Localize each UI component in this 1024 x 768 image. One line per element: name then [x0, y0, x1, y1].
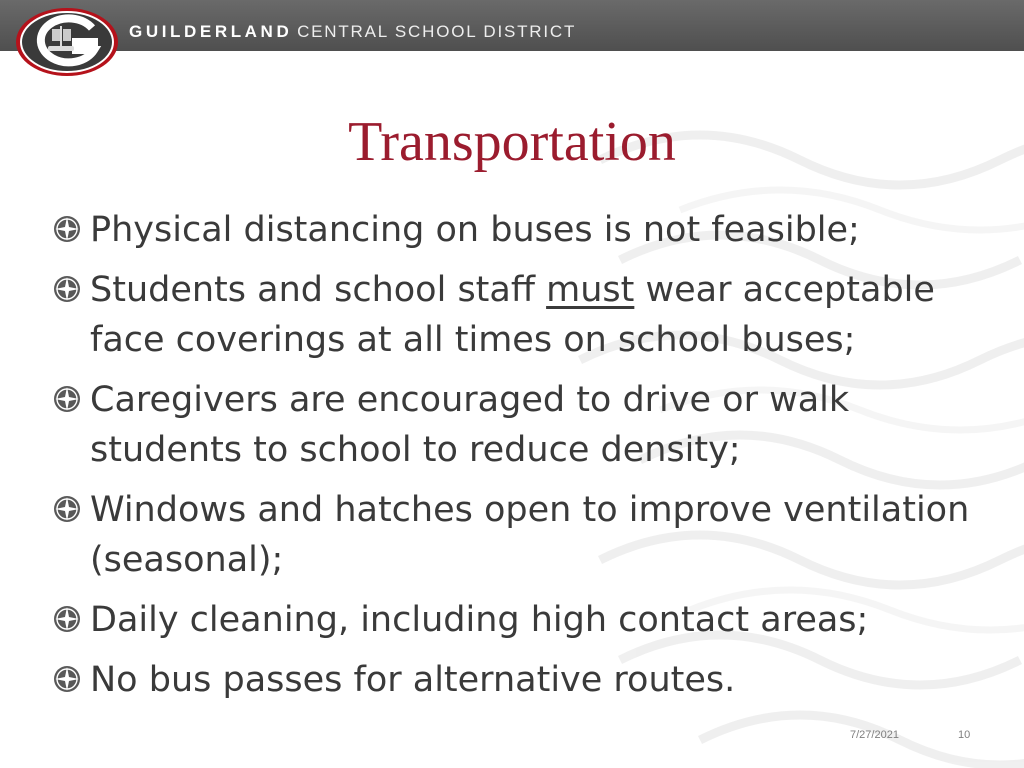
bullet-item [52, 205, 992, 255]
bullet-item [52, 265, 992, 365]
compass-bullet-icon [52, 214, 82, 244]
district-logo-icon [14, 6, 120, 78]
bullet-text: Windows and hatches open to improve ventilation (seasonal); [90, 490, 970, 580]
district-name-bold: GUILDERLAND [129, 22, 293, 41]
slide-date: 7/27/2021 [850, 729, 899, 741]
district-name [129, 22, 576, 46]
bullet-text-before: Students and school staff [90, 270, 547, 310]
bullet-text: Daily cleaning, including high contact areas; [90, 600, 869, 640]
bullet-list [52, 205, 992, 715]
compass-bullet-icon [52, 274, 82, 304]
slide-number: 10 [958, 729, 971, 741]
bullet-item [52, 375, 992, 475]
compass-bullet-icon [52, 664, 82, 694]
header-bar [0, 0, 1024, 51]
compass-bullet-icon [52, 384, 82, 414]
compass-bullet-icon [52, 494, 82, 524]
district-name-light: CENTRAL SCHOOL DISTRICT [297, 22, 577, 41]
bullet-text [90, 265, 992, 365]
bullet-text-emphasis: must [546, 270, 635, 310]
bullet-text: Physical distancing on buses is not feasible; [90, 210, 860, 250]
bullet-text: No bus passes for alternative routes. [90, 660, 736, 700]
bullet-text: Caregivers are encouraged to drive or walk students to school to reduce density; [90, 380, 850, 470]
bullet-item [52, 595, 992, 645]
compass-bullet-icon [52, 604, 82, 634]
slide-title: Transportation [348, 111, 676, 173]
bullet-text-after: wear acceptable face coverings at all times on school buses; [90, 270, 935, 360]
bullet-item [52, 655, 992, 705]
bullet-item [52, 485, 992, 585]
